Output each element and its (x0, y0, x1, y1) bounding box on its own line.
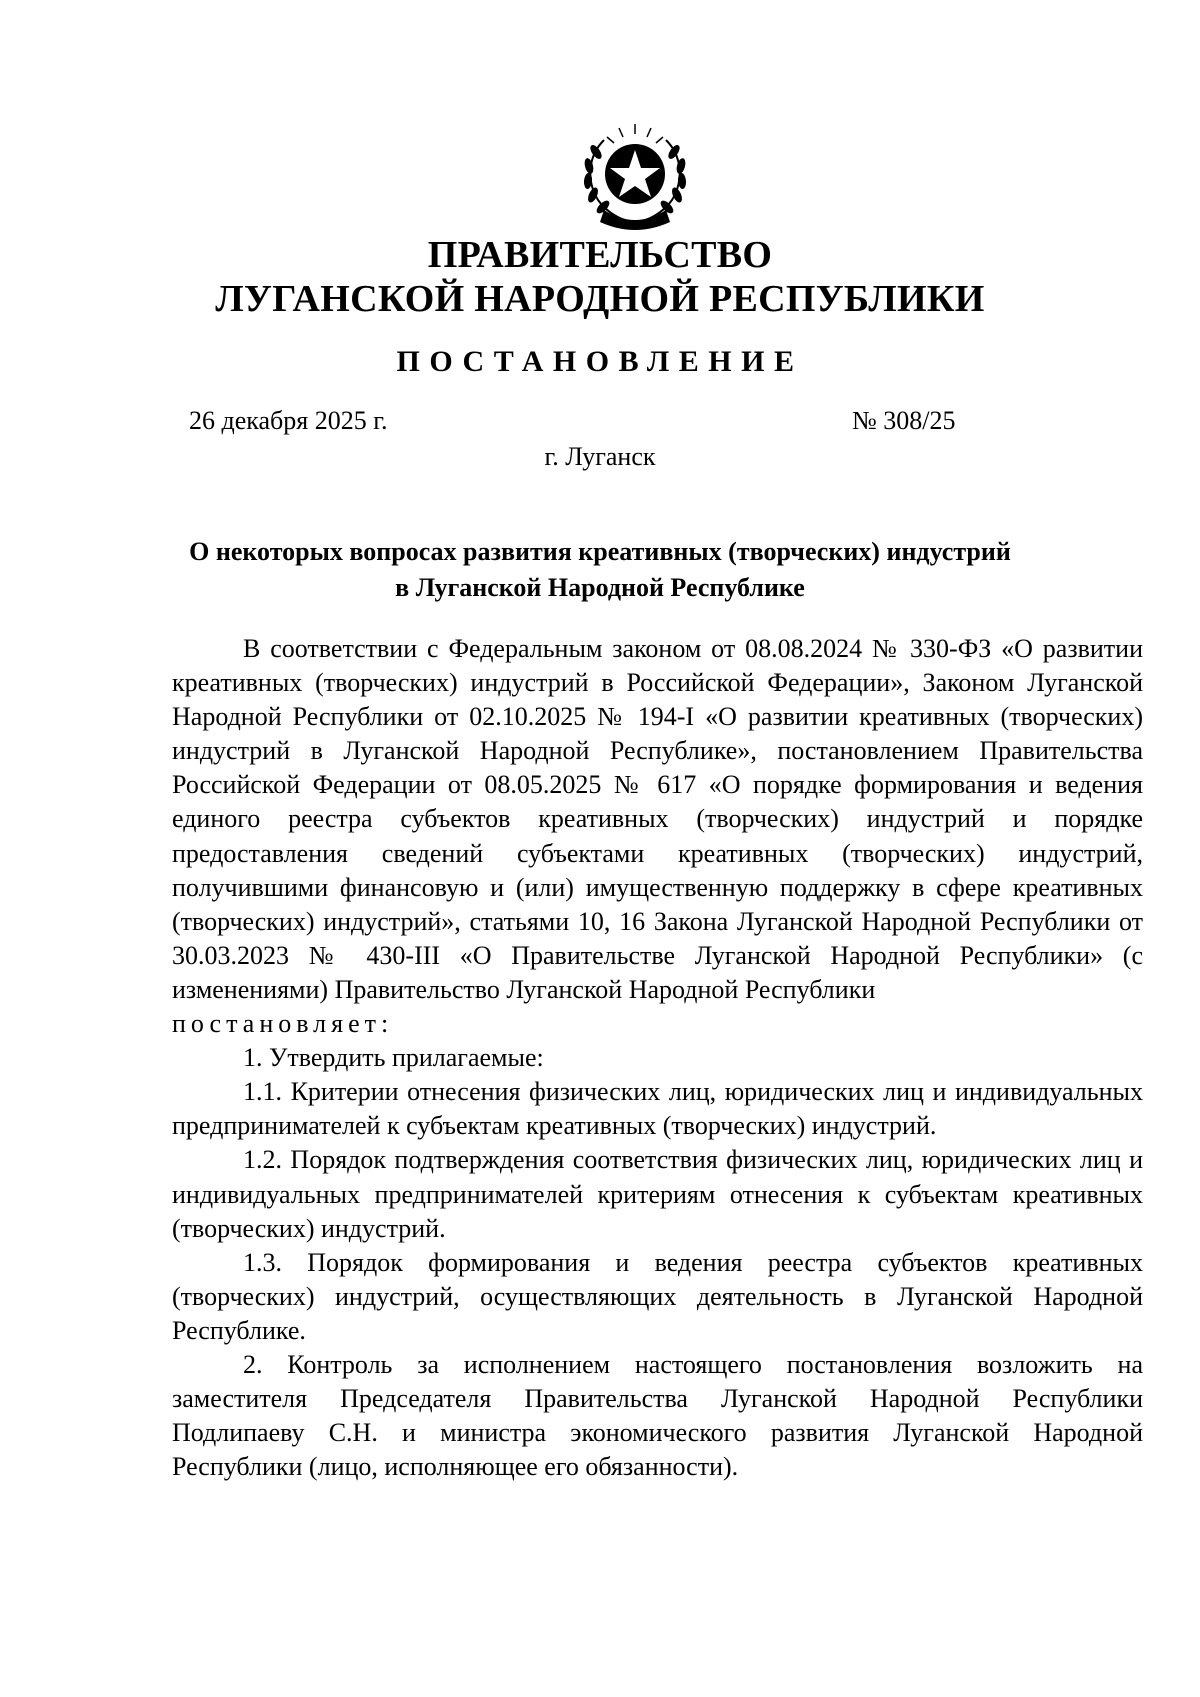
resolves-text: постановляет: (172, 1009, 394, 1039)
item-2: 2. Контроль за исполнением настоящего постановления возложить на заместителя Председателя Правительства Луганской Народной Республики Подлипаеву С.Н. и министра экономического развития Луганской Народной Республики (лицо, исполняющее его обязанности). (172, 1349, 1143, 1482)
document-type: ПОСТАНОВЛЕНИЕ (396, 345, 804, 378)
document-number: № 308/25 (852, 406, 956, 435)
government-title-line1: ПРАВИТЕЛЬСТВО (427, 234, 773, 276)
document-subject (0, 534, 1200, 606)
item-1-1: 1.1. Критерии отнесения физических лиц, юридических лиц и индивидуальных предпринимателей к субъектам креативных (творческих) индустрий. (172, 1077, 1143, 1141)
luhansk-coat-of-arms-icon (574, 118, 696, 230)
document-date: 26 декабря 2025 г. (189, 406, 388, 435)
resolves-line (172, 1007, 1143, 1041)
subject-line2: в Луганской Народной Республике (395, 573, 805, 602)
government-title-line2: ЛУГАНСКОЙ НАРОДНОЙ РЕСПУБЛИКИ (215, 278, 985, 320)
item-1-2: 1.2. Порядок подтверждения соответствия физических лиц, юридических лиц и индивидуальных предпринимателей критериям отнесения к субъектам креативных (творческих) индустрий. (172, 1145, 1143, 1243)
subject-line1: О некоторых вопросах развития креативных (творческих) индустрий (189, 537, 1011, 566)
item-1: 1. Утвердить прилагаемые: (243, 1043, 544, 1073)
document-city: г. Луганск (544, 442, 656, 471)
document-body (172, 632, 1143, 1484)
item-1-3: 1.3. Порядок формирования и ведения реестра субъектов креативных (творческих) индустрий, осуществляющих деятельность в Луганской Народной Республике. (172, 1247, 1143, 1345)
preamble-paragraph: В соответствии с Федеральным законом от 08.08.2024 № 330-ФЗ «О развитии креативных (творческих) индустрий в Российской Федерации», Законом Луганской Народной Республики от 02.10.2025 № 194-I «О развитии креативных (творческих) индустрий в Луганской Народной Республике», постановлением Правительства Российской Федерации от 08.05.2025 № 617 «О порядке формирования и ведения единого реестра субъектов креативных (творческих) индустрий и порядке предоставления сведений субъектами креативных (творческих) индустрий, получившими финансовую и (или) имущественную поддержку в сфере креативных (творческих) индустрий», статьями 10, 16 Закона Луганской Народной Республики от 30.03.2023 № 430-III «О Правительстве Луганской Народной Республики» (с изменениями) Правительство Луганской Народной Республики (172, 634, 1143, 1004)
